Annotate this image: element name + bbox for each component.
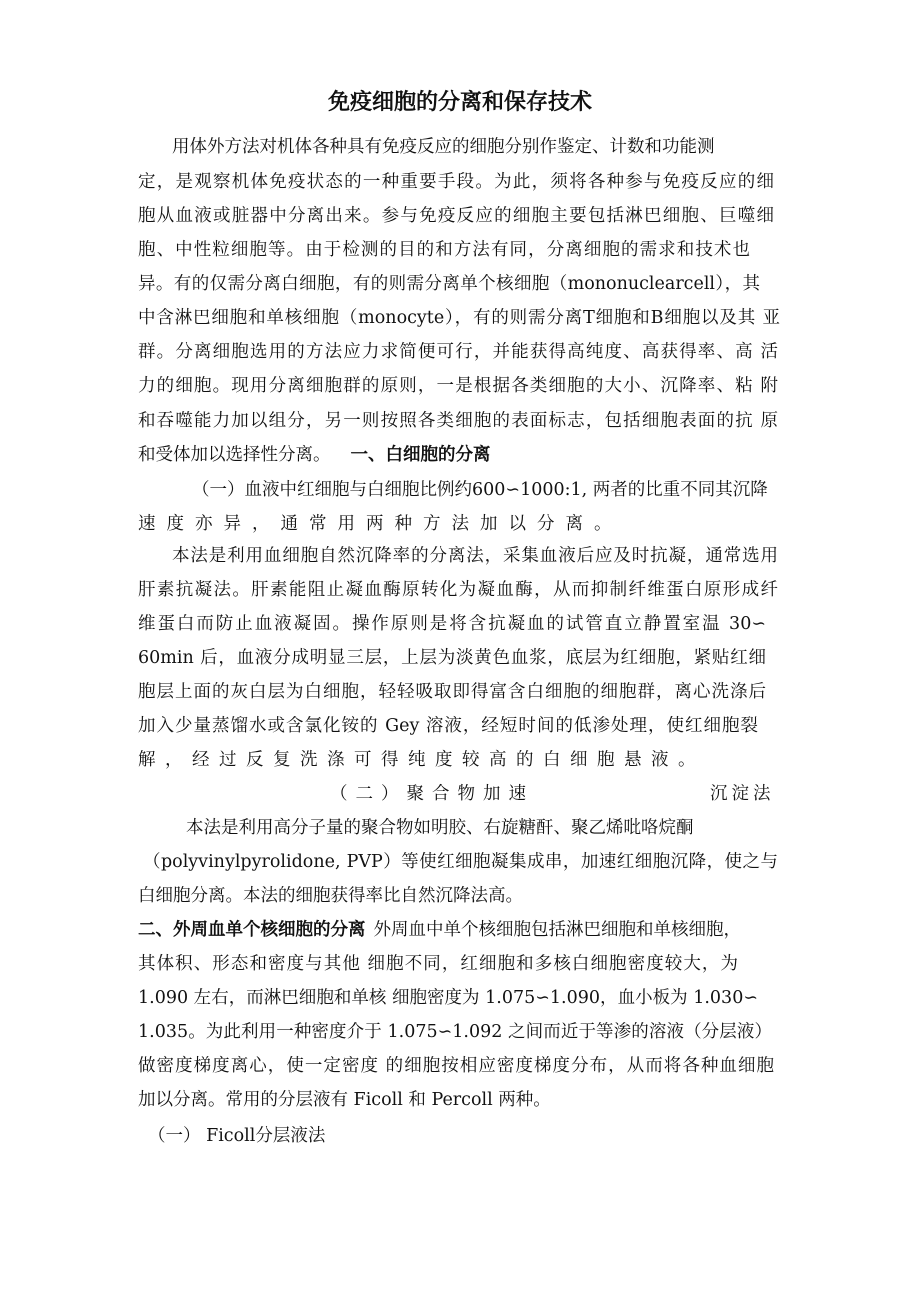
p2-line-7: 解，经过反复洗涤可得纯度较高的白细胞悬液。 bbox=[138, 750, 705, 770]
heading-leukocyte-separation: 一、白细胞的分离 bbox=[350, 445, 491, 465]
p2-line-2: 肝素抗凝法。肝素能阻止凝血酶原转化为凝血酶，从而抑制纤维蛋白原形成纤 bbox=[138, 580, 778, 600]
p4-line-3: 1.090 左右，而淋巴细胞和单核 细胞密度为 1.075∽1.090，血小板为 1.030∽ bbox=[138, 988, 758, 1008]
page-title: 免疫细胞的分离和保存技术 bbox=[327, 90, 592, 115]
p4-line-4: 1.035。为此利用一种密度介于 1.075∽1.092 之间而近于等渗的溶液（分层液） bbox=[138, 1022, 772, 1042]
p1-line-6: 中含淋巴细胞和单核细胞（monocyte），有的则需分离T细胞和B细胞以及其 亚 bbox=[138, 308, 780, 328]
p2-line-5: 胞层上面的灰白层为白细胞，轻轻吸取即得富含白细胞的细胞群，离心洗涤后 bbox=[138, 682, 766, 702]
heading-pbmc-separation: 二、外周血单个核细胞的分离 bbox=[138, 920, 366, 940]
subsection-2-heading-end: 沉淀法 bbox=[710, 784, 775, 804]
p1-line-9: 和吞噬能力加以组分，另一则按照各类细胞的表面标志，包括细胞表面的抗 原 bbox=[138, 411, 778, 431]
p1-line-1: 用体外方法对机体各种具有免疫反应的细胞分别作鉴定、计数和功能测 bbox=[172, 137, 715, 157]
p1-line-8: 力的细胞。现用分离细胞群的原则，一是根据各类细胞的大小、沉降率、粘 附 bbox=[138, 376, 778, 396]
subsection-ficoll-heading: （一） Ficoll分层液法 bbox=[148, 1126, 326, 1146]
p4-line-6: 加以分离。常用的分层液有 Ficoll 和 Percoll 两种。 bbox=[138, 1090, 551, 1110]
subsection-1-line-2: 速度亦异，通常用两种方法加以分离。 bbox=[138, 514, 623, 534]
p1-line-4: 胞、中性粒细胞等。由于检测的目的和方法有同，分离细胞的需求和技术也 bbox=[138, 240, 750, 260]
p2-line-6: 加入少量蒸馏水或含氯化铵的 Gey 溶液，经短时间的低渗处理，使红细胞裂 bbox=[138, 716, 758, 736]
p2-line-3: 维蛋白而防止血液凝固。操作原则是将含抗凝血的试管直立静置室温 30∽ bbox=[138, 614, 766, 634]
p4-line-5: 做密度梯度离心，使一定密度 的细胞按相应密度梯度分布，从而将各种血细胞 bbox=[138, 1056, 774, 1076]
p3-line-3: 白细胞分离。本法的细胞获得率比自然沉降法高。 bbox=[138, 886, 523, 906]
p2-line-1: 本法是利用血细胞自然沉降率的分离法，采集血液后应及时抗凝，通常选用 bbox=[172, 546, 778, 566]
p1-line-3: 胞从血液或脏器中分离出来。参与免疫反应的细胞主要包括淋巴细胞、巨噬细 bbox=[138, 206, 774, 226]
p1-line-10 bbox=[138, 447, 491, 465]
p3-line-2: （polyvinylpyrolidone, PVP）等使红细胞凝集成串，加速红细胞沉降，使之与 bbox=[143, 852, 778, 872]
subsection-2-heading-start: （二）聚合物加速 bbox=[330, 784, 534, 804]
p4-line-1 bbox=[138, 922, 741, 940]
subsection-1-line-1: （一）血液中红细胞与白细胞比例约600∽1000:1, 两者的比重不同其沉降 bbox=[192, 480, 768, 500]
p1-line-7: 群。分离细胞选用的方法应力求简便可行，并能获得高纯度、高获得率、高 活 bbox=[138, 342, 778, 362]
p1-last-text: 和受体加以选择性分离。 bbox=[138, 445, 331, 465]
p2-line-4: 60min 后，血液分成明显三层，上层为淡黄色血浆，底层为红细胞，紧贴红细 bbox=[138, 648, 766, 668]
p4-line-2: 其体积、形态和密度与其他 细胞不同，红细胞和多核白细胞密度较大，为 bbox=[138, 954, 738, 974]
p3-line-1: 本法是利用高分子量的聚合物如明胶、右旋糖酐、聚乙烯吡咯烷酮 bbox=[186, 818, 694, 838]
p1-line-5: 异。有的仅需分离白细胞，有的则需分离单个核细胞（mononuclearcell），其 bbox=[138, 274, 760, 294]
p4-first-text: 外周血中单个核细胞包括淋巴细胞和单核细胞， bbox=[373, 920, 741, 940]
p1-line-2: 定，是观察机体免疫状态的一种重要手段。为此，须将各种参与免疫反应的细 bbox=[138, 172, 774, 192]
